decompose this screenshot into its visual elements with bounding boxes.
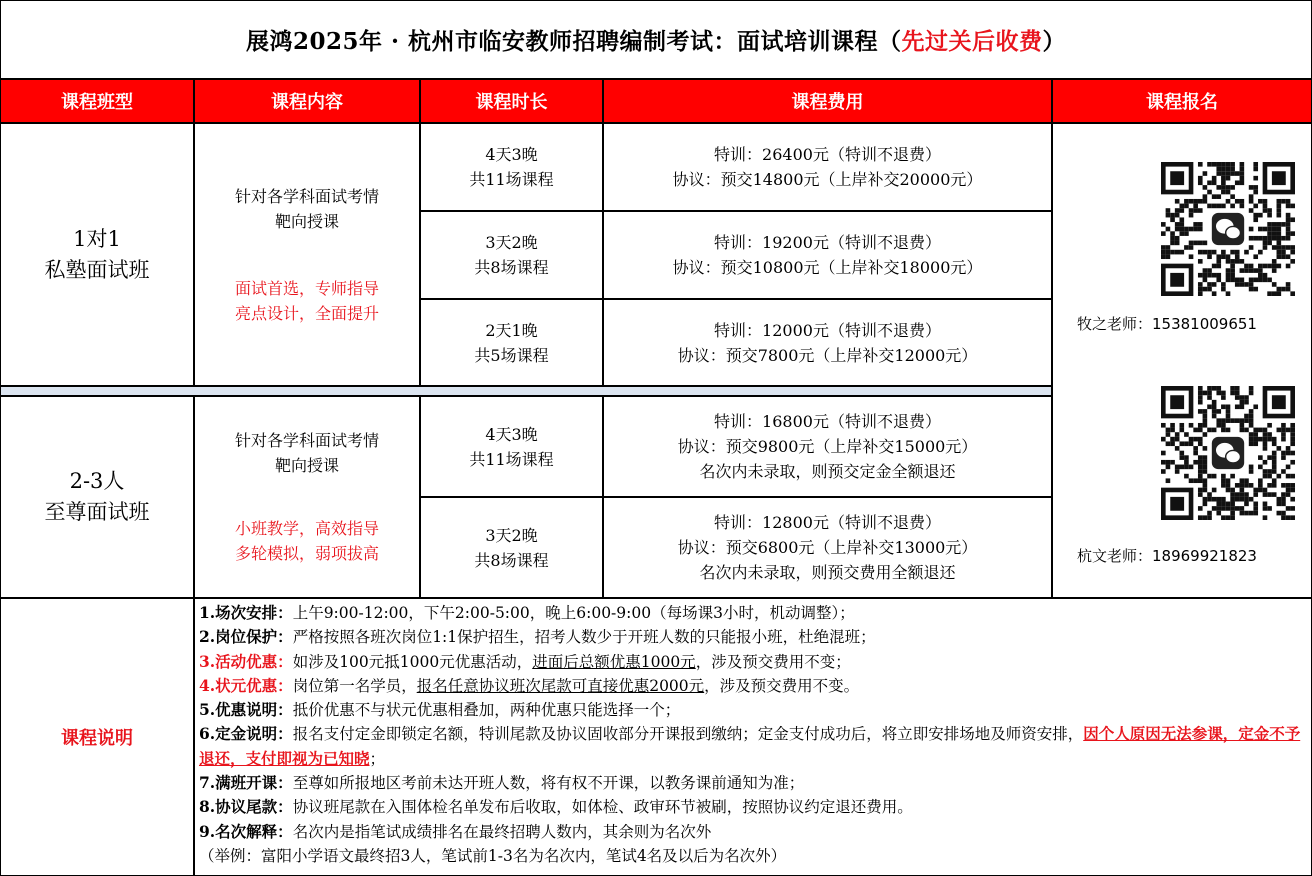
title-close: ） (1042, 28, 1067, 55)
note-key: 5.优惠说明： (199, 700, 293, 720)
class2-fee-row2 (603, 497, 1052, 598)
header-duration (420, 79, 603, 123)
header-label: 课程费用 (791, 92, 864, 113)
duration-sessions: 共8场课程 (474, 258, 549, 277)
duration-days: 3天2晚 (485, 525, 538, 545)
header-content (194, 79, 420, 123)
class2-duration-row1 (420, 396, 603, 497)
title-main: 展鸿2025年 · 杭州市临安教师招聘编制考试：面试培训课程（ (245, 28, 902, 55)
note-text: ，涉及预交费用不变。 (704, 676, 860, 695)
class2-feature-line1: 小班教学，高效指导 (234, 519, 379, 538)
qr-code-1[interactable] (1161, 162, 1295, 296)
class2-name-line2: 至尊面试班 (44, 500, 150, 524)
class1-name (0, 123, 194, 386)
note-key: 3.活动优惠： (199, 651, 293, 671)
note-5 (199, 698, 1307, 722)
note-key: 4.状元优惠： (199, 675, 293, 695)
duration-days: 4天3晚 (485, 145, 538, 164)
class1-content-line1: 针对各学科面试考情 (234, 186, 379, 206)
notes-cell (194, 598, 1312, 876)
duration-days: 3天2晚 (485, 233, 538, 252)
duration-sessions: 共11场课程 (469, 449, 554, 469)
fee-special: 特训：26400元（特训不退费） (714, 145, 941, 164)
class2-duration-row2 (420, 497, 603, 598)
duration-sessions: 共11场课程 (469, 170, 554, 189)
section-separator (0, 386, 1052, 396)
class1-name-line1: 1对1 (73, 226, 121, 251)
page-title (246, 23, 1066, 56)
fee-agreement: 协议：预交6800元（上岸补交13000元） (677, 538, 978, 557)
note-warning: 因个人原因无法参课，定金不予退还，支付即视为已知晓 (199, 724, 1301, 768)
class1-content-line2: 靶向授课 (274, 211, 339, 231)
header-label: 课程内容 (271, 92, 343, 113)
note-3 (199, 650, 1307, 674)
note-key: 9.名次解释： (199, 821, 293, 841)
note-text: ，涉及预交费用不变； (695, 652, 851, 671)
fee-special: 特训：16800元（特训不退费） (714, 412, 941, 431)
class1-duration-row3 (420, 299, 603, 386)
class1-content (194, 123, 420, 386)
notes-label-cell (0, 598, 194, 876)
fee-agreement: 协议：预交9800元（上岸补交15000元） (677, 437, 978, 456)
class2-content (194, 396, 420, 598)
note-key: 6.定金说明： (199, 724, 293, 744)
note-underlined: 进面后总额优惠1000元 (532, 652, 696, 671)
note-9 (199, 820, 1307, 844)
header-fee (603, 79, 1052, 123)
duration-days: 2天1晚 (485, 320, 538, 340)
note-key: 8.协议尾款： (199, 797, 293, 817)
note-key: 2.岗位保护： (199, 627, 293, 647)
contact-1-label: 牧之老师：15381009651 (1077, 315, 1257, 333)
fee-special: 特训：12800元（特训不退费） (714, 513, 941, 532)
note-7 (199, 771, 1307, 795)
header-signup (1052, 79, 1312, 123)
class1-feature-line1: 面试首选，专师指导 (234, 278, 379, 298)
duration-sessions: 共5场课程 (474, 345, 549, 365)
class1-fee-row2 (603, 211, 1052, 299)
class2-feature-line2: 多轮模拟，弱项拔高 (234, 544, 379, 563)
class1-fee-row1 (603, 123, 1052, 211)
note-1 (199, 601, 1307, 625)
header-label: 课程报名 (1146, 92, 1218, 113)
fee-refund-note: 名次内未录取，则预交定金全额退还 (699, 462, 956, 481)
note-2 (199, 625, 1307, 649)
note-text: 严格按照各班次岗位1:1保护招生，招考人数少于开班人数的只能报小班，杜绝混班； (292, 628, 876, 647)
note-text: 岗位第一名学员， (292, 676, 417, 695)
note-text: 如涉及100元抵1000元优惠活动， (292, 652, 533, 671)
duration-days: 4天3晚 (485, 424, 538, 444)
class1-feature-line2: 亮点设计，全面提升 (234, 303, 379, 323)
class2-name-line1: 2-3人 (69, 469, 125, 493)
header-label: 课程时长 (475, 92, 548, 113)
note-text: 报名支付定金即锁定名额，特训尾款及协议固收部分开课报到缴纳；定金支付成功后，将立即安排场地及师资安排， (292, 725, 1084, 744)
note-text: 协议班尾款在入围体检名单发布后收取，如体检、政审环节被刷，按照协议约定退还费用。 (292, 798, 913, 817)
note-4 (199, 674, 1307, 698)
contact-2-label: 杭文老师：18969921823 (1077, 547, 1257, 565)
note-text: （举例：富阳小学语文最终招3人，笔试前1-3名为名次内，笔试4名及以后为名次外） (199, 846, 787, 865)
duration-sessions: 共8场课程 (474, 550, 549, 570)
title-row (0, 0, 1312, 79)
fee-special: 特训：12000元（特训不退费） (714, 320, 941, 340)
note-text: 至尊如所报地区考前未达开班人数，将有权不开课，以教务课前通知为准； (292, 774, 805, 793)
class1-duration-row1 (420, 123, 603, 211)
note-text: 抵价优惠不与状元优惠相叠加，两种优惠只能选择一个； (292, 701, 681, 720)
class1-name-line2: 私塾面试班 (44, 257, 150, 282)
note-key: 7.满班开课： (199, 773, 293, 793)
note-key: 1.场次安排： (199, 603, 293, 622)
note-6 (199, 722, 1307, 771)
class2-content-line1: 针对各学科面试考情 (234, 431, 379, 450)
fee-agreement: 协议：预交14800元（上岸补交20000元） (672, 170, 983, 189)
fee-agreement: 协议：预交7800元（上岸补交12000元） (677, 345, 978, 365)
notes-label: 课程说明 (61, 728, 133, 749)
qr-code-2[interactable] (1161, 386, 1295, 520)
note-10 (199, 844, 1307, 868)
signup-column (1052, 123, 1312, 598)
class2-fee-row1 (603, 396, 1052, 497)
note-text: ； (369, 749, 386, 768)
title-highlight: 先过关后收费 (901, 28, 1043, 55)
class2-name (0, 396, 194, 598)
class1-fee-row3 (603, 299, 1052, 386)
header-label: 课程班型 (61, 92, 133, 113)
header-class-type (0, 79, 194, 123)
fee-refund-note: 名次内未录取，则预交费用全额退还 (699, 563, 956, 582)
note-8 (199, 795, 1307, 819)
note-text: 上午9:00-12:00，下午2:00-5:00，晚上6:00-9:00（每场课3小时，机动调整）； (292, 604, 855, 622)
note-text: 名次内是指笔试成绩排名在最终招聘人数内，其余则为名次外 (292, 822, 712, 841)
fee-special: 特训：19200元（特训不退费） (714, 233, 941, 252)
class2-content-line2: 靶向授课 (274, 456, 339, 475)
note-underlined: 报名任意协议班次尾款可直接优惠2000元 (416, 676, 705, 695)
fee-agreement: 协议：预交10800元（上岸补交18000元） (672, 258, 983, 277)
class1-duration-row2 (420, 211, 603, 299)
